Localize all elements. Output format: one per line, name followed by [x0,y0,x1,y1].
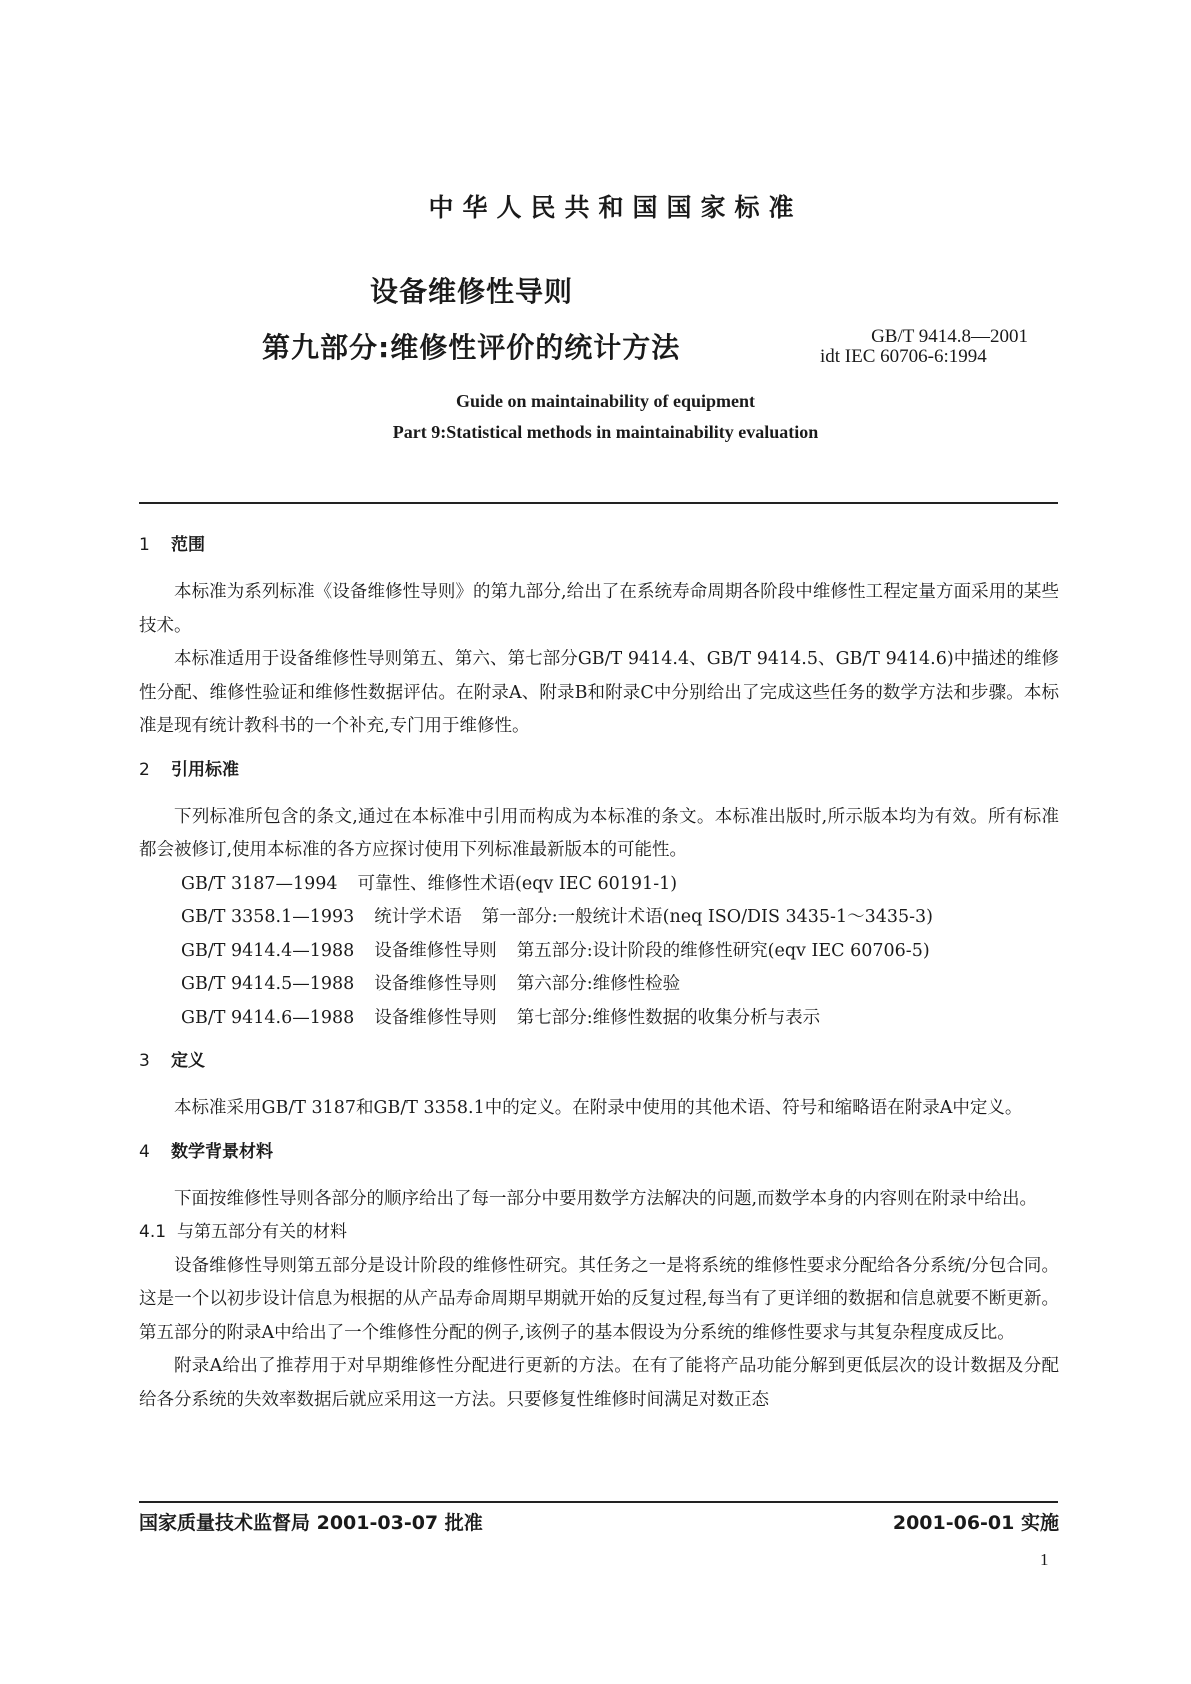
reference-title: 设备维修性导则 [374,940,497,961]
reference-title: 统计学术语 [374,907,462,927]
standard-number: GB/T 9414.8—2001 [871,326,1028,347]
standard-code-block [820,327,1028,367]
reference-code: GB/T 9414.5—1988 [181,974,355,994]
reference-subtitle: 第五部分:设计阶段的维修性研究(eqv IEC 60706-5) [516,940,930,961]
section-heading-scope [139,531,1059,564]
document-body [139,531,1059,1417]
reference-code: GB/T 3358.1—1993 [181,907,355,927]
title-zh-part: 第九部分:维修性评价的统计方法 [262,331,681,364]
section-title: 数学背景材料 [171,1141,273,1162]
section-number: 1 [139,535,150,555]
national-standard-heading: 中华人民共和国国家标准 [428,193,803,222]
reference-subtitle: 第一部分:一般统计术语(neq ISO/DIS 3435-1～3435-3) [481,907,933,927]
section-title: 引用标准 [171,759,239,780]
page-number: 1 [1040,1550,1049,1569]
reference-code: GB/T 9414.4—1988 [181,940,355,961]
reference-title: 设备维修性导则 [374,1007,497,1028]
title-en-part: Part 9:Statistical methods in maintainability evaluation [392,422,819,442]
paragraph: 设备维修性导则第五部分是设计阶段的维修性研究。其任务之一是将系统的维修性要求分配给各分系统/分包合同。这是一个以初步设计信息为根据的从产品寿命周期早期就开始的反复过程,每当有了更详细的数据和信息就要不断更新。第五部分的附录A中给出了一个维修性分配的例子,该例子的基本假设为分系统的维修性要求与其复杂程度成反比。 [139,1255,1059,1343]
reference-subtitle: 第七部分:维修性数据的收集分析与表示 [516,1007,821,1028]
reference-title: 可靠性、维修性术语(eqv IEC 60191-1) [357,873,678,894]
standard-equivalence: idt IEC 60706-6:1994 [820,346,987,367]
reference-item [139,901,1059,935]
implementation-date: 2001-06-01 实施 [892,1512,1059,1534]
paragraph: 附录A给出了推荐用于对早期维修性分配进行更新的方法。在有了能将产品功能分解到更低层次的设计数据及分配给各分系统的失效率数据后就应采用这一方法。只要修复性维修时间满足对数正态 [139,1356,1059,1410]
subsection-heading-4-1 [139,1216,1059,1250]
title-en-main: Guide on maintainability of equipment [455,391,756,411]
reference-item [139,935,1059,969]
paragraph: 本标准采用GB/T 3187和GB/T 3358.1中的定义。在附录中使用的其他术语、符号和缩略语在附录A中定义。 [174,1098,1023,1118]
footer [139,1508,1059,1535]
header-divider [139,502,1058,504]
paragraph: 本标准适用于设备维修性导则第五、第六、第七部分GB/T 9414.4、GB/T 9414.5、GB/T 9414.6)中描述的维修性分配、维修性验证和维修性数据评估。在附录A、附录B和附录C中分别给出了完成这些任务的数学方法和步骤。本标准是现有统计教科书的一个补充,专门用于维修性。 [139,649,1059,736]
title-zh-main: 设备维修性导则 [370,275,574,308]
footer-divider [139,1501,1058,1503]
section-heading-math-background [139,1138,1059,1171]
section-number: 3 [139,1051,150,1071]
paragraph: 本标准为系列标准《设备维修性导则》的第九部分,给出了在系统寿命周期各阶段中维修性工程定量方面采用的某些技术。 [139,582,1059,636]
section-title: 范围 [171,535,205,555]
paragraph: 下面按维修性导则各部分的顺序给出了每一部分中要用数学方法解决的问题,而数学本身的内容则在附录中给出。 [174,1188,1038,1209]
section-heading-definitions [139,1047,1059,1080]
paragraph: 下列标准所包含的条文,通过在本标准中引用而构成为本标准的条文。本标准出版时,所示版本均为有效。所有标准都会被修订,使用本标准的各方应探讨使用下列标准最新版本的可能性。 [139,806,1059,860]
approval-date: 国家质量技术监督局 2001-03-07 批准 [139,1512,483,1534]
subsection-number: 4.1 [139,1222,167,1242]
reference-code: GB/T 9414.6—1988 [181,1007,355,1028]
reference-code: GB/T 3187—1994 [181,873,338,894]
section-number: 2 [139,759,150,780]
section-number: 4 [139,1141,150,1162]
section-title: 定义 [171,1051,205,1071]
section-heading-normative-references [139,756,1059,789]
reference-subtitle: 第六部分:维修性检验 [516,974,681,994]
reference-item [139,868,1059,902]
reference-title: 设备维修性导则 [374,974,497,994]
reference-item [139,1002,1059,1036]
reference-item [139,968,1059,1002]
subsection-title: 与第五部分有关的材料 [177,1222,347,1242]
